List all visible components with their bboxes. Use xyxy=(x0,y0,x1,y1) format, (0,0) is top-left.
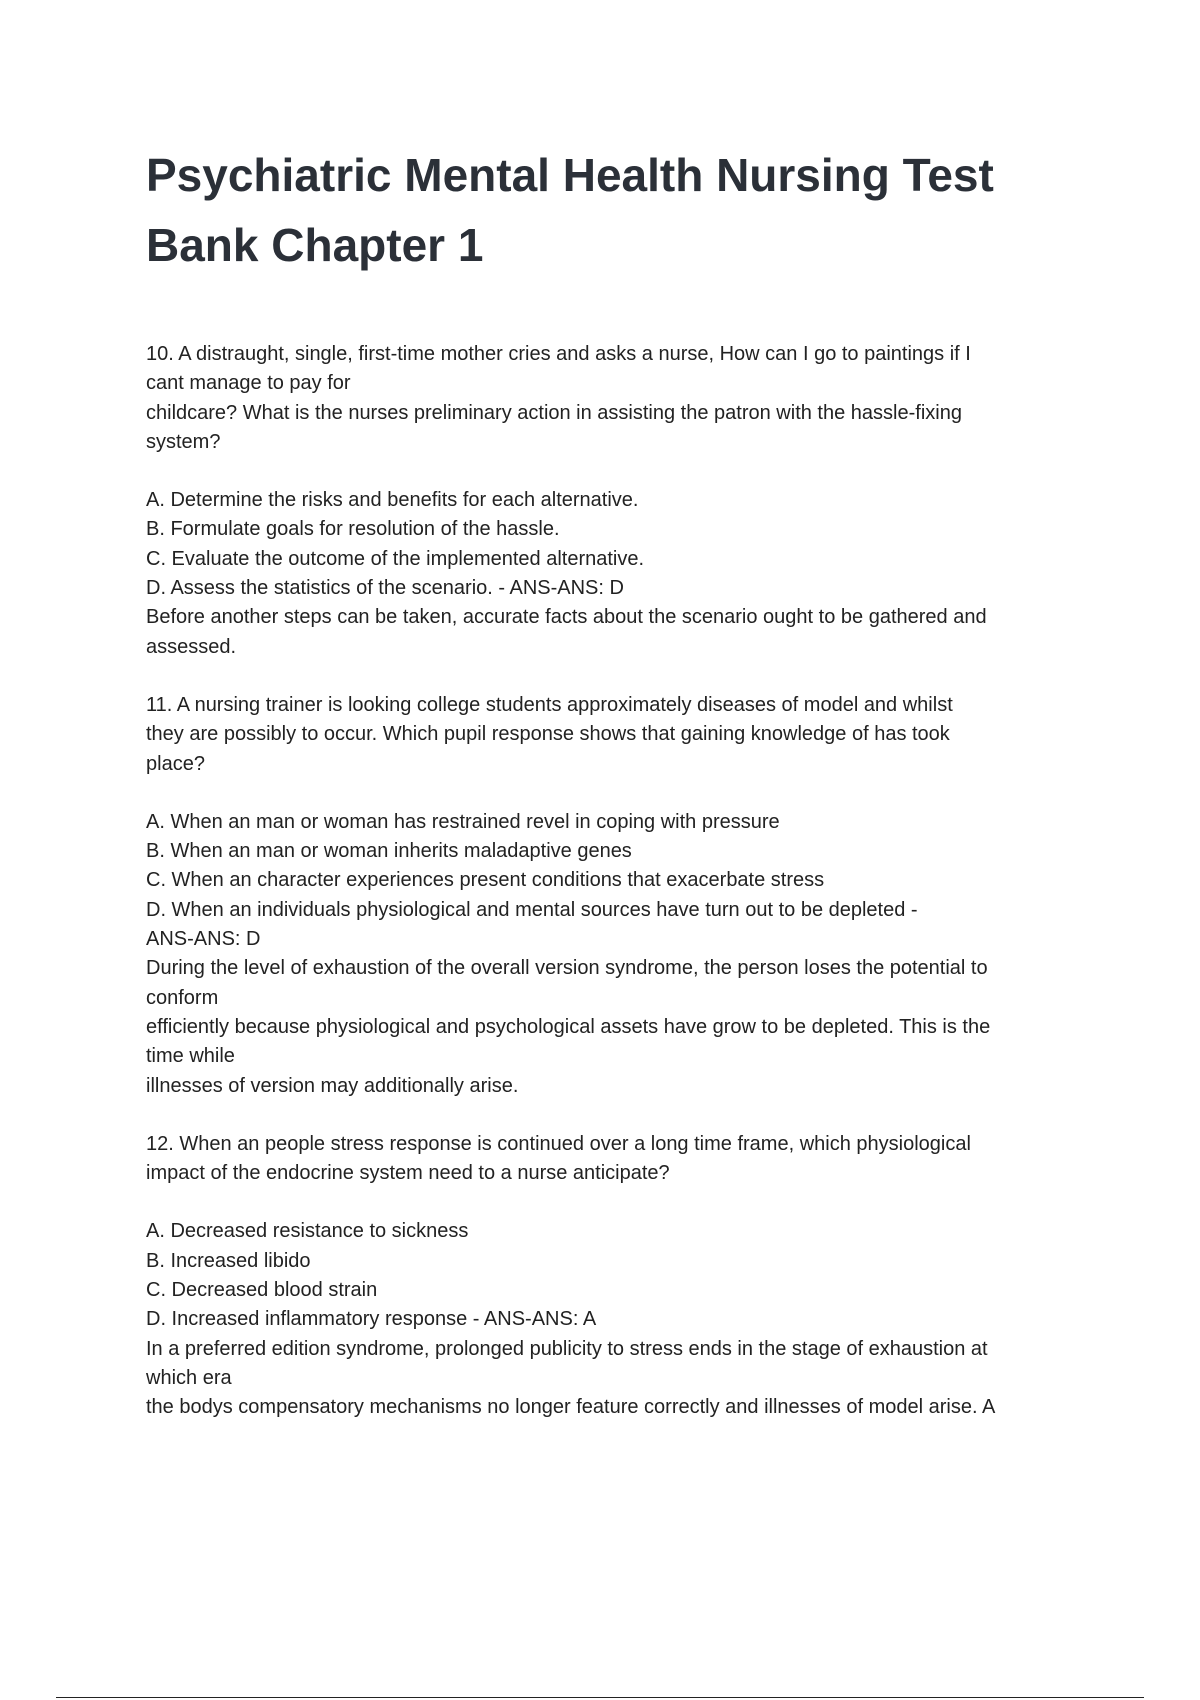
rationale-line: In a preferred edition syndrome, prolonged publicity to stress ends in the stage of exhaustion at xyxy=(146,1337,988,1360)
answer-key: ANS-ANS: D xyxy=(146,928,261,951)
rationale-line: assessed. xyxy=(146,635,237,658)
question-11-stem xyxy=(146,691,1116,779)
rationale-line: the bodys compensatory mechanisms no longer feature correctly and illnesses of model arise. A xyxy=(146,1396,996,1419)
answer-option: C. When an character experiences present conditions that exacerbate stress xyxy=(146,869,825,892)
answer-option: C. Evaluate the outcome of the implemented alternative. xyxy=(146,547,645,570)
rationale-line: conform xyxy=(146,986,219,1009)
rationale-line: time while xyxy=(146,1045,235,1068)
answer-option: D. Assess the statistics of the scenario. - ANS-ANS: D xyxy=(146,577,624,600)
answer-option: C. Decreased blood strain xyxy=(146,1279,378,1302)
rationale-line: efficiently because physiological and psychological assets have grow to be depleted. This is the xyxy=(146,1015,991,1038)
question-stem-line: system? xyxy=(146,430,221,453)
question-stem-line: place? xyxy=(146,752,205,775)
answer-option: A. Determine the risks and benefits for each alternative. xyxy=(146,489,639,512)
question-list xyxy=(146,340,1116,1452)
page-bottom-divider xyxy=(56,1697,1144,1698)
rationale-line: illnesses of version may additionally arise. xyxy=(146,1074,519,1097)
question-stem-line: cant manage to pay for xyxy=(146,372,351,395)
rationale-line: which era xyxy=(146,1366,232,1389)
question-10-stem xyxy=(146,340,1116,457)
question-stem-line: childcare? What is the nurses preliminary action in assisting the patron with the hassle-fixing xyxy=(146,401,962,424)
question-10-options xyxy=(146,486,1116,662)
question-12-options xyxy=(146,1217,1116,1422)
answer-option: A. When an man or woman has restrained revel in coping with pressure xyxy=(146,810,780,833)
question-stem-line: 10. A distraught, single, first-time mother cries and asks a nurse, How can I go to paintings if I xyxy=(146,343,971,365)
question-11-options xyxy=(146,808,1116,1101)
page-title: Psychiatric Mental Health Nursing Test Bank Chapter 1 xyxy=(146,149,994,271)
rationale-line: During the level of exhaustion of the overall version syndrome, the person loses the potential to xyxy=(146,957,988,980)
answer-option: B. Formulate goals for resolution of the hassle. xyxy=(146,518,560,541)
answer-option: D. When an individuals physiological and mental sources have turn out to be depleted - xyxy=(146,898,918,921)
rationale-line: Before another steps can be taken, accurate facts about the scenario ought to be gathered and xyxy=(146,606,987,629)
answer-option: A. Decreased resistance to sickness xyxy=(146,1220,469,1243)
answer-option: B. Increased libido xyxy=(146,1249,311,1272)
answer-option: D. Increased inflammatory response - ANS-ANS: A xyxy=(146,1308,597,1331)
question-stem-line: they are possibly to occur. Which pupil response shows that gaining knowledge of has took xyxy=(146,723,950,746)
question-stem-line: 11. A nursing trainer is looking college students approximately diseases of model and whilst xyxy=(146,693,953,716)
question-12-stem xyxy=(146,1130,1116,1189)
question-stem-line: impact of the endocrine system need to a nurse anticipate? xyxy=(146,1162,670,1185)
answer-option: B. When an man or woman inherits maladaptive genes xyxy=(146,840,632,863)
question-stem-line: 12. When an people stress response is continued over a long time frame, which physiological xyxy=(146,1132,971,1155)
